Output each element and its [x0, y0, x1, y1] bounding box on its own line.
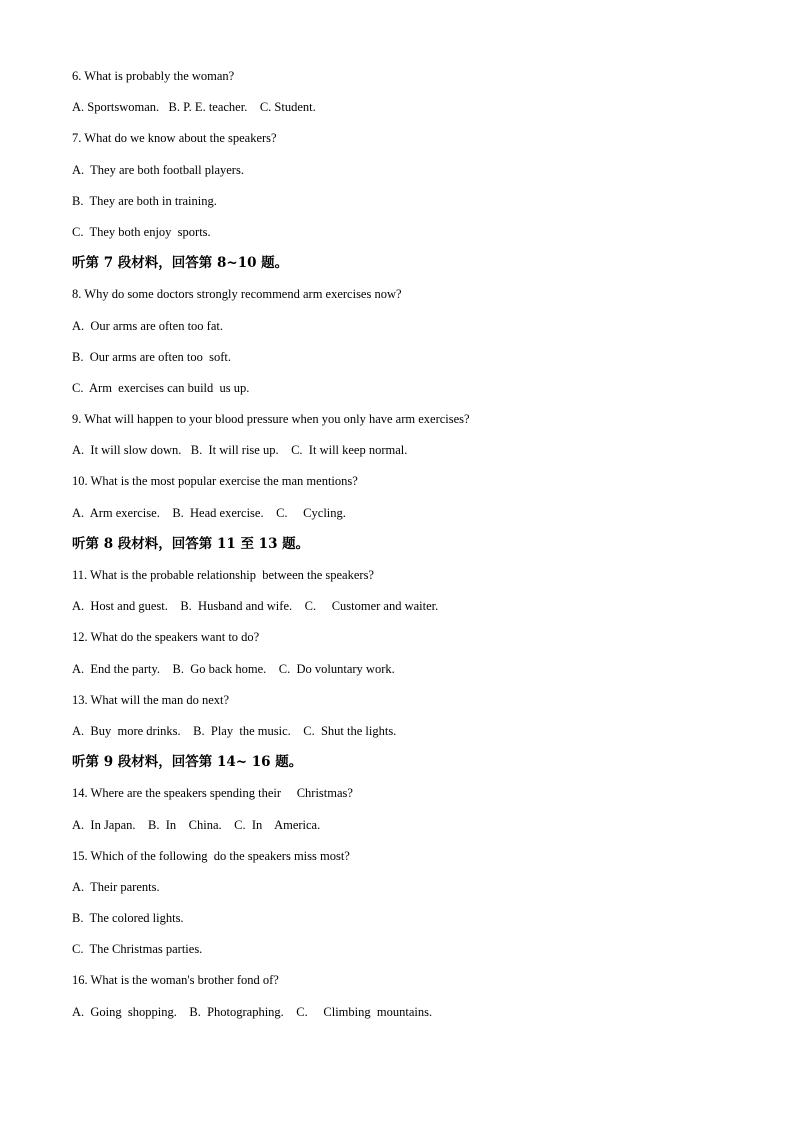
- option-15a: A. Their parents.: [72, 879, 160, 894]
- options-16: A. Going shopping. B. Photographing. C. Climbing mountains.: [72, 1004, 433, 1019]
- option-7c: C. They both enjoy sports.: [72, 224, 211, 239]
- options-14: A. In Japan. B. In China. C. In America.: [72, 817, 321, 832]
- options-13: A. Buy more drinks. B. Play the music. C. Shut the lights.: [72, 723, 397, 738]
- option-8c: C. Arm exercises can build us up.: [72, 380, 250, 395]
- question-13: 13. What will the man do next?: [72, 692, 230, 707]
- question-14: 14. Where are the speakers spending their Christmas?: [72, 786, 353, 801]
- question-10: 10. What is the most popular exercise the man mentions?: [72, 474, 358, 489]
- question-12: 12. What do the speakers want to do?: [72, 630, 260, 645]
- options-9: A. It will slow down. B. It will rise up. C. It will keep normal.: [72, 443, 408, 458]
- section-heading-7: 听第 7 段材料，回答第 8~10 题。: [72, 255, 289, 272]
- option-15b: B. The colored lights.: [72, 911, 184, 926]
- question-9: 9. What will happen to your blood pressure when you only have arm exercises?: [72, 412, 470, 427]
- option-8a: A. Our arms are often too fat.: [72, 318, 223, 333]
- options-11: A. Host and guest. B. Husband and wife. C. Customer and waiter.: [72, 599, 439, 614]
- option-8b: B. Our arms are often too soft.: [72, 349, 231, 364]
- question-15: 15. Which of the following do the speakers miss most?: [72, 848, 350, 863]
- options-12: A. End the party. B. Go back home. C. Do voluntary work.: [72, 661, 395, 676]
- section-heading-9: 听第 9 段材料，回答第 14~ 16 题。: [72, 754, 303, 771]
- options-10: A. Arm exercise. B. Head exercise. C. Cycling.: [72, 505, 346, 520]
- option-15c: C. The Christmas parties.: [72, 942, 203, 957]
- question-11: 11. What is the probable relationship between the speakers?: [72, 568, 374, 582]
- question-8: 8. Why do some doctors strongly recommend arm exercises now?: [72, 287, 402, 302]
- option-7a: A. They are both football players.: [72, 162, 244, 177]
- document-page: [72, 66, 752, 1033]
- question-7: 7. What do we know about the speakers?: [72, 131, 277, 146]
- section-heading-8: 听第 8 段材料，回答第 11 至 13 题。: [72, 535, 310, 552]
- question-6: 6. What is probably the woman?: [72, 69, 235, 83]
- options-6: A. Sportswoman. B. P. E. teacher. C. Student.: [72, 100, 316, 115]
- question-16: 16. What is the woman's brother fond of?: [72, 973, 279, 988]
- option-7b: B. They are both in training.: [72, 193, 217, 208]
